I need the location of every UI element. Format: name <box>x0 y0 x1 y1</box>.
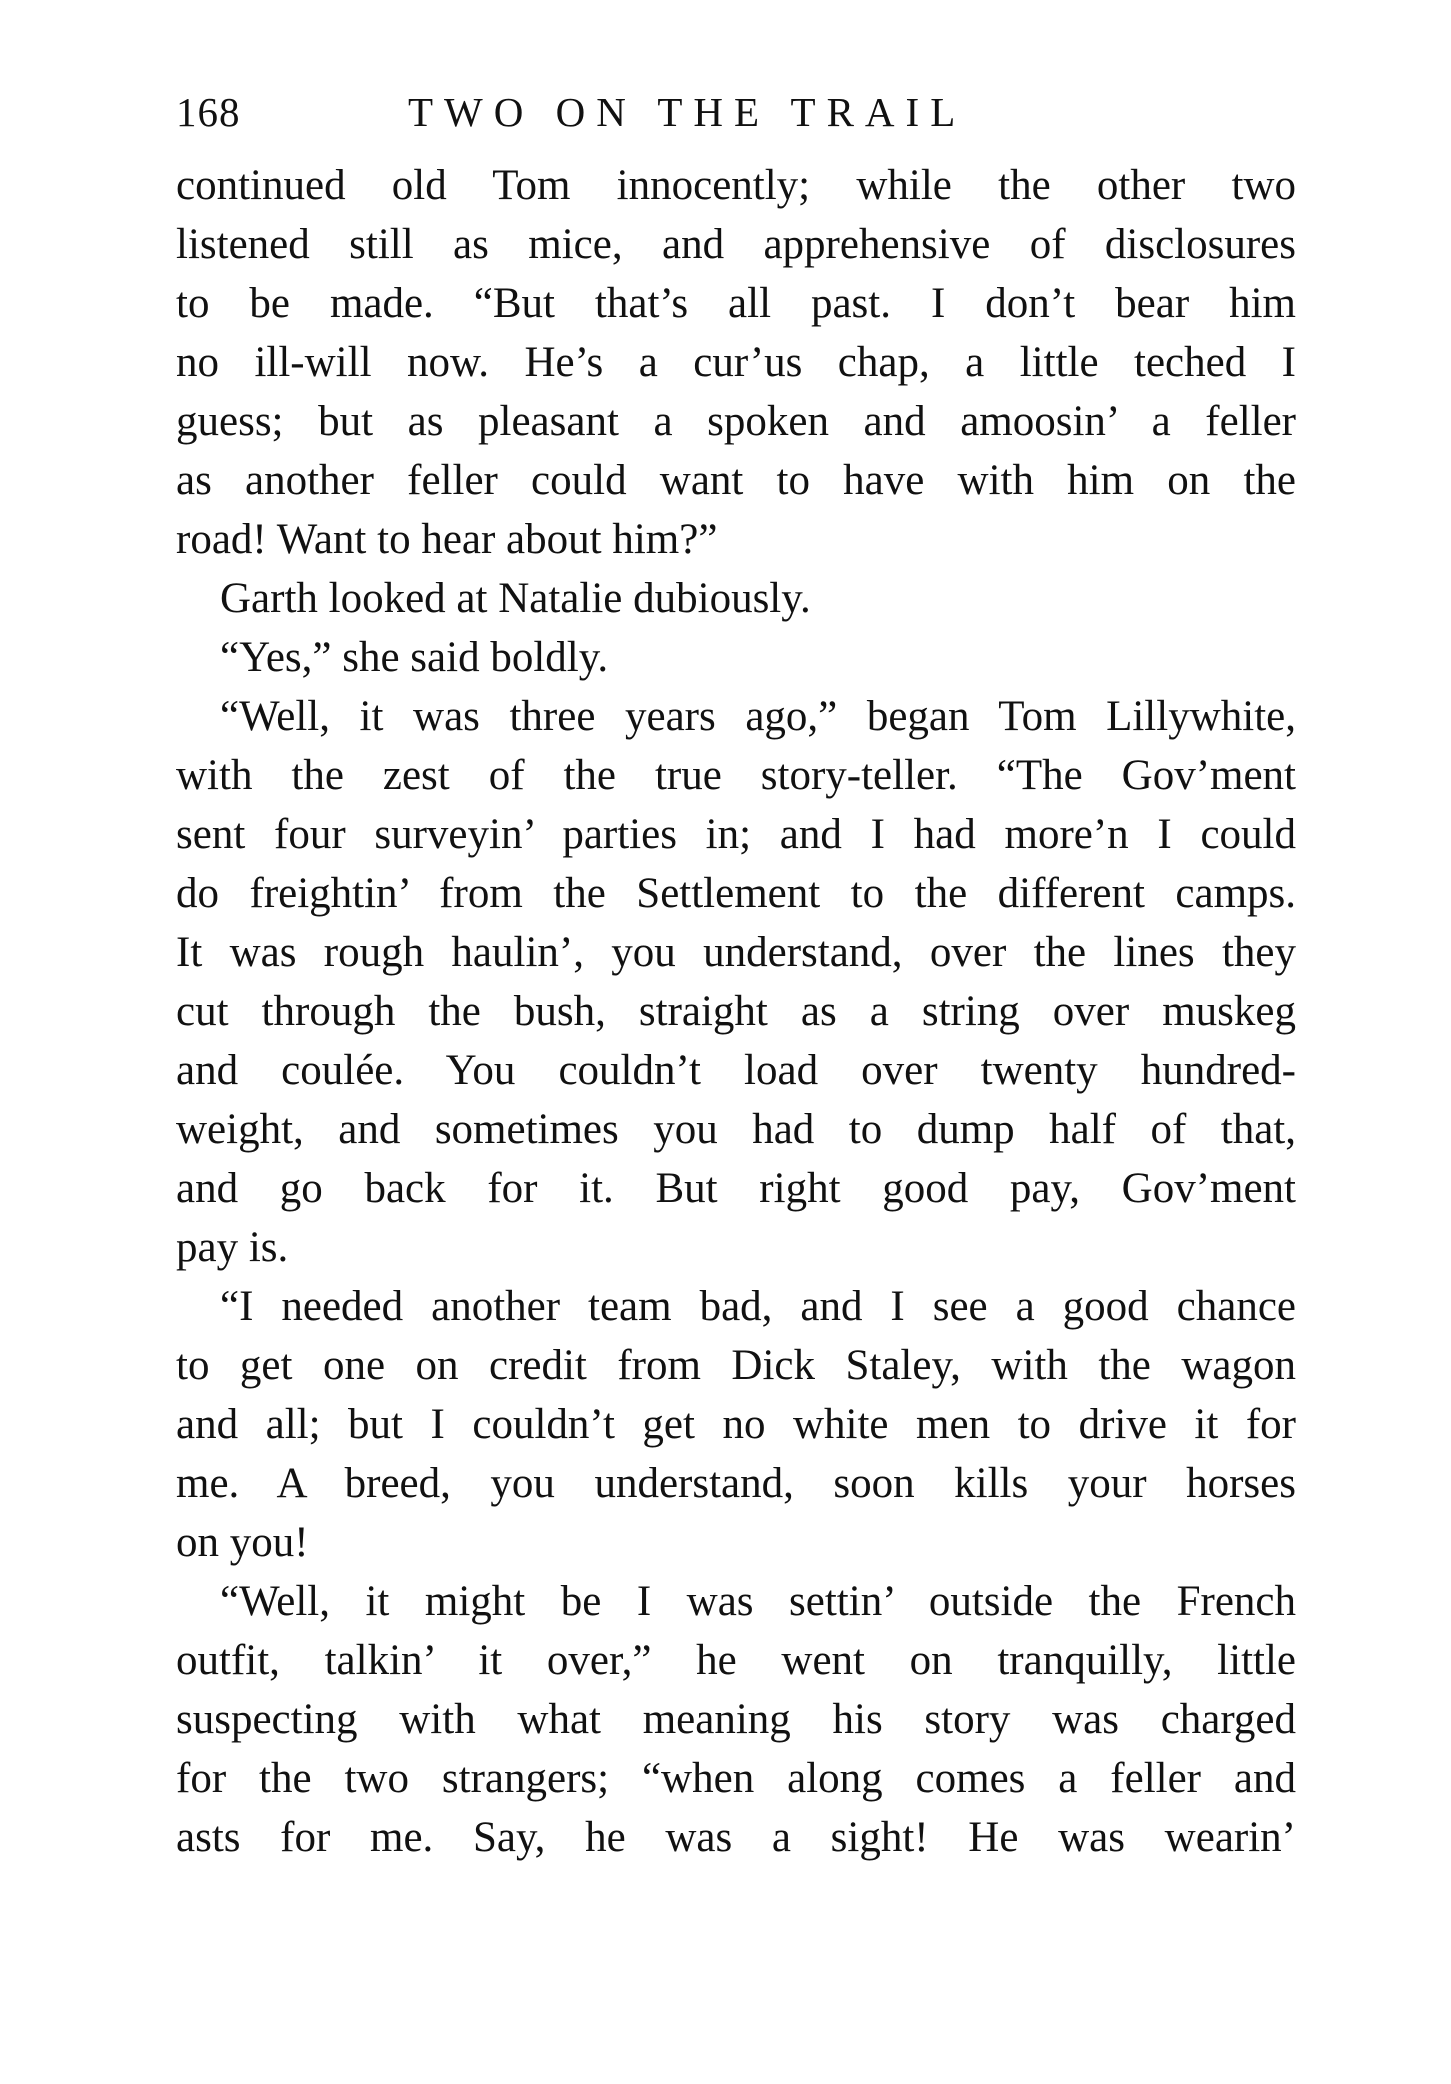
text-line: cut through the bush, straight as a string over muskeg <box>176 988 1296 1035</box>
running-title: TWO ON THE TRAIL <box>408 89 967 135</box>
text-line: Garth looked at Natalie dubiously. <box>220 575 811 622</box>
text-line: suspecting with what meaning his story was charged <box>176 1696 1296 1743</box>
text-line: “Well, it might be I was settin’ outside the French <box>220 1578 1296 1625</box>
text-line: and all; but I couldn’t get no white men to drive it for <box>176 1401 1296 1448</box>
body-text <box>176 156 1296 1867</box>
text-line: on you! <box>176 1519 309 1566</box>
text-line: to be made. “But that’s all past. I don’t bear him <box>176 280 1296 327</box>
text-line: no ill-will now. He’s a cur’us chap, a little teched I <box>176 339 1296 386</box>
text-line: It was rough haulin’, you understand, over the lines they <box>176 929 1296 976</box>
text-line: sent four surveyin’ parties in; and I had more’n I could <box>176 811 1296 858</box>
text-line: “I needed another team bad, and I see a good chance <box>220 1283 1296 1330</box>
text-line: “Well, it was three years ago,” began Tom Lillywhite, <box>220 693 1296 740</box>
text-line: do freightin’ from the Settlement to the different camps. <box>176 870 1296 917</box>
text-line: pay is. <box>176 1224 289 1271</box>
text-line: with the zest of the true story-teller. “The Gov’ment <box>176 752 1296 799</box>
text-line: as another feller could want to have with him on the <box>176 457 1296 504</box>
running-head <box>176 82 1296 142</box>
text-line: for the two strangers; “when along comes a feller and <box>176 1755 1296 1802</box>
text-line: continued old Tom innocently; while the other two <box>176 162 1296 209</box>
text-line: and go back for it. But right good pay, Gov’ment <box>176 1165 1296 1212</box>
text-line: asts for me. Say, he was a sight! He was wearin’ <box>176 1814 1296 1861</box>
text-line: listened still as mice, and apprehensive of disclosures <box>176 221 1296 268</box>
text-line: and coulée. You couldn’t load over twenty hundred- <box>176 1047 1296 1094</box>
text-line: “Yes,” she said boldly. <box>220 634 609 681</box>
text-line: outfit, talkin’ it over,” he went on tranquilly, little <box>176 1637 1296 1684</box>
text-line: to get one on credit from Dick Staley, with the wagon <box>176 1342 1296 1389</box>
text-line: guess; but as pleasant a spoken and amoosin’ a feller <box>176 398 1296 445</box>
page-number: 168 <box>176 89 241 135</box>
text-line: weight, and sometimes you had to dump half of that, <box>176 1106 1296 1153</box>
text-line: me. A breed, you understand, soon kills your horses <box>176 1460 1296 1507</box>
text-line: road! Want to hear about him?” <box>176 516 718 563</box>
